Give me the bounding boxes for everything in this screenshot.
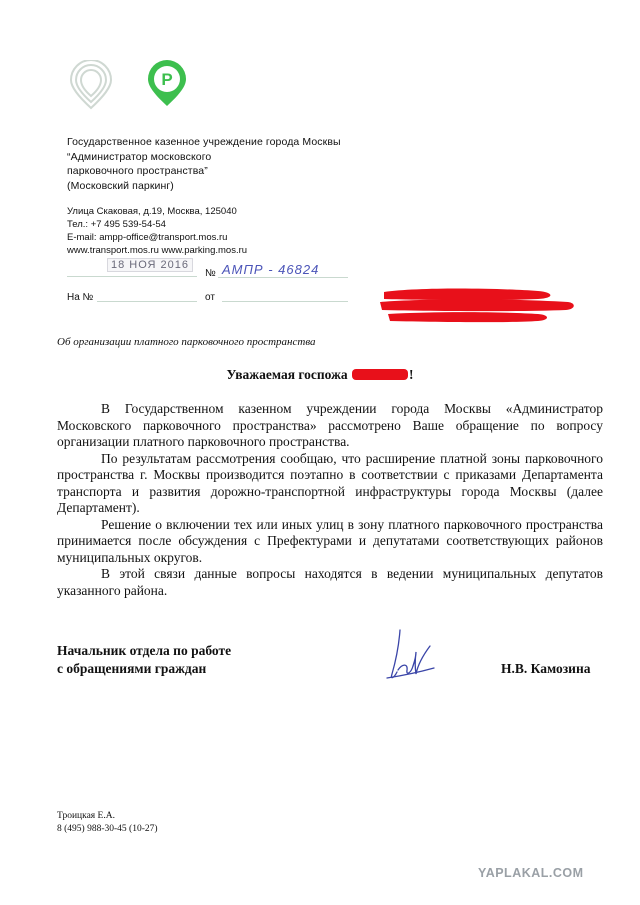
sender-address: Улица Скаковая, д.19, Москва, 125040 (67, 206, 237, 217)
org-line: “Администратор московского (67, 150, 212, 163)
signatory-name: Н.В. Камозина (501, 661, 591, 676)
number-label: № (205, 268, 216, 279)
signatory-title (57, 642, 231, 678)
from-label: от (205, 292, 215, 303)
recipient-name-redaction (352, 369, 408, 380)
org-line: (Московский паркинг) (67, 179, 174, 192)
executor-name: Троицкая Е.А. (57, 811, 115, 821)
org-line: Государственное казенное учреждение города Москвы (67, 136, 341, 148)
city-logo-icon (66, 60, 116, 112)
date-line (67, 276, 197, 277)
letter-subject: Об организации платного парковочного пространства (57, 336, 316, 348)
handwritten-signature (382, 626, 440, 686)
signatory-title-line: с обращениями граждан (57, 661, 207, 676)
body-paragraph: Решение о включении тех или иных улиц в зону платного парковочного пространства принимается после обсуждения с Префектурами и депутатами соответствующих районов муниципальных округов. (57, 516, 603, 565)
org-line: парковочного пространства” (67, 165, 208, 177)
recipient-redaction (378, 286, 580, 330)
executor-phone: 8 (495) 988-30-45 (10-27) (57, 824, 158, 834)
letter-body (57, 401, 603, 599)
sender-phone: Тел.: +7 495 539-54-54 (67, 219, 166, 230)
salutation-prefix: Уважаемая госпожа (226, 367, 348, 382)
executor-info (57, 810, 158, 836)
sender-websites: www.transport.mos.ru www.parking.mos.ru (67, 245, 248, 256)
signatory-title-line: Начальник отдела по работе (57, 643, 232, 658)
sender-organization (67, 135, 341, 193)
body-paragraph: В этой связи данные вопросы находятся в ведении муниципальных депутатов указанного района. (57, 566, 603, 598)
reference-label: На № (67, 292, 94, 303)
sender-email: E-mail: ampp-office@transport.mos.ru (67, 232, 228, 243)
number-line (218, 277, 348, 278)
body-paragraph: В Государственном казенном учреждении города Москвы «Администратор Московского парковочного пространства» рассмотрено Ваше обращение по вопросу организации платного парковочного пространства. (57, 401, 603, 449)
registration-number: АМПР - 46824 (222, 262, 320, 277)
reference-line (97, 301, 197, 302)
site-watermark: YAPLAKAL.COM (478, 866, 584, 880)
salutation-suffix: ! (409, 367, 414, 382)
sender-contacts (67, 205, 247, 257)
from-line (222, 301, 348, 302)
date-stamp: 18 НОЯ 2016 (107, 258, 193, 272)
parking-logo-icon (146, 60, 188, 108)
parking-letter: P (161, 70, 173, 89)
body-paragraph: По результатам рассмотрения сообщаю, что расширение платной зоны парковочного пространства г. Москвы производится поэтапно в соответствии с приказами Департамента транспорта и развития дорожно-транспортной инфраструктуры города Москвы (далее Департамент). (57, 450, 603, 515)
salutation (0, 367, 640, 383)
